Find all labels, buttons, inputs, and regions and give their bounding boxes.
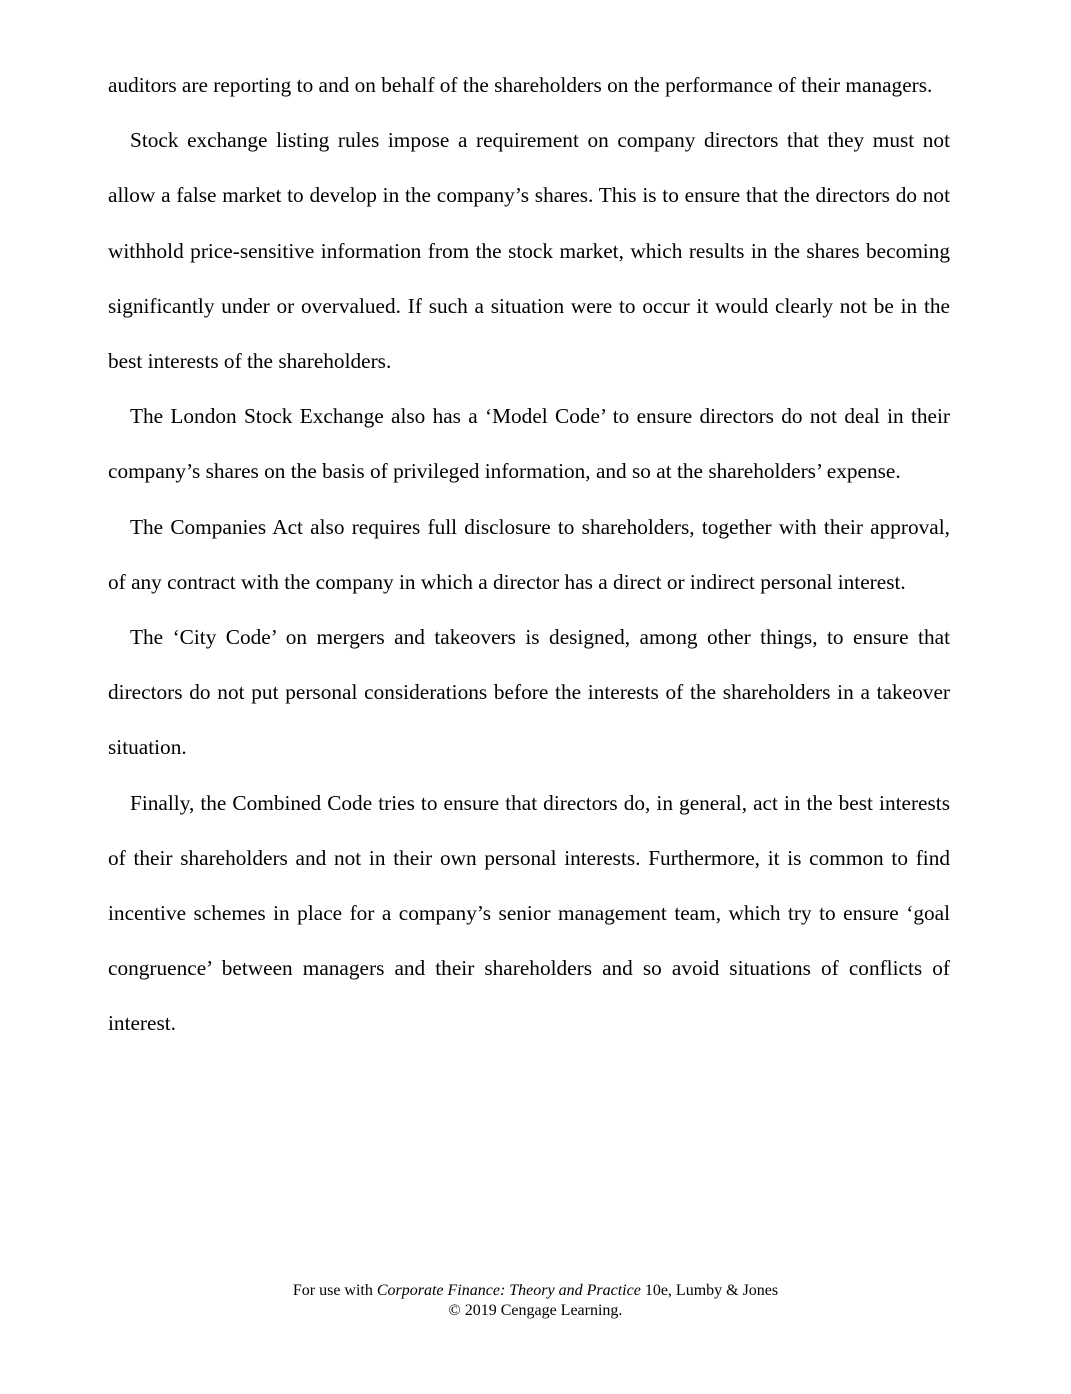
paragraph-listing-rules: Stock exchange listing rules impose a requirement on company directors that they must not allow a false market to develop in the company’s shares. This is to ensure that the directors do not withhold price-sensitive information from the stock market, which results in the shares becoming significantly under or overvalued. If such a situation were to occur it would clearly not be in the best interests of the shareholders.	[108, 128, 950, 374]
paragraph-auditors: auditors are reporting to and on behalf of the shareholders on the performance of their managers.	[108, 73, 933, 97]
paragraph-companies-act: The Companies Act also requires full disclosure to shareholders, together with their approval, of any contract with the company in which a director has a direct or indirect personal interest.	[108, 514, 950, 594]
footer-suffix: 10e, Lumby & Jones	[640, 1282, 779, 1299]
footer-citation	[0, 1281, 1071, 1301]
paragraph-combined-code: Finally, the Combined Code tries to ensure that directors do, in general, act in the best interests of their shareholders and not in their own personal interests. Furthermore, it is common to find incentive schemes in place for a company’s senior management team, which try to ensure ‘goal congruence’ between managers and their shareholders and so avoid situations of conflicts of interest.	[108, 790, 950, 1036]
footer-copyright: © 2019 Cengage Learning.	[448, 1302, 623, 1319]
paragraph-city-code: The ‘City Code’ on mergers and takeovers is designed, among other things, to ensure that directors do not put personal considerations before the interests of the shareholders in a takeover situation.	[108, 625, 950, 760]
footer-prefix: For use with	[292, 1282, 377, 1299]
document-body	[108, 58, 950, 1052]
page-footer	[0, 1281, 1071, 1321]
paragraph-model-code: The London Stock Exchange also has a ‘Model Code’ to ensure directors do not deal in their company’s shares on the basis of privileged information, and so at the shareholders’ expense.	[108, 404, 950, 484]
footer-book-title: Corporate Finance: Theory and Practice	[376, 1282, 641, 1299]
